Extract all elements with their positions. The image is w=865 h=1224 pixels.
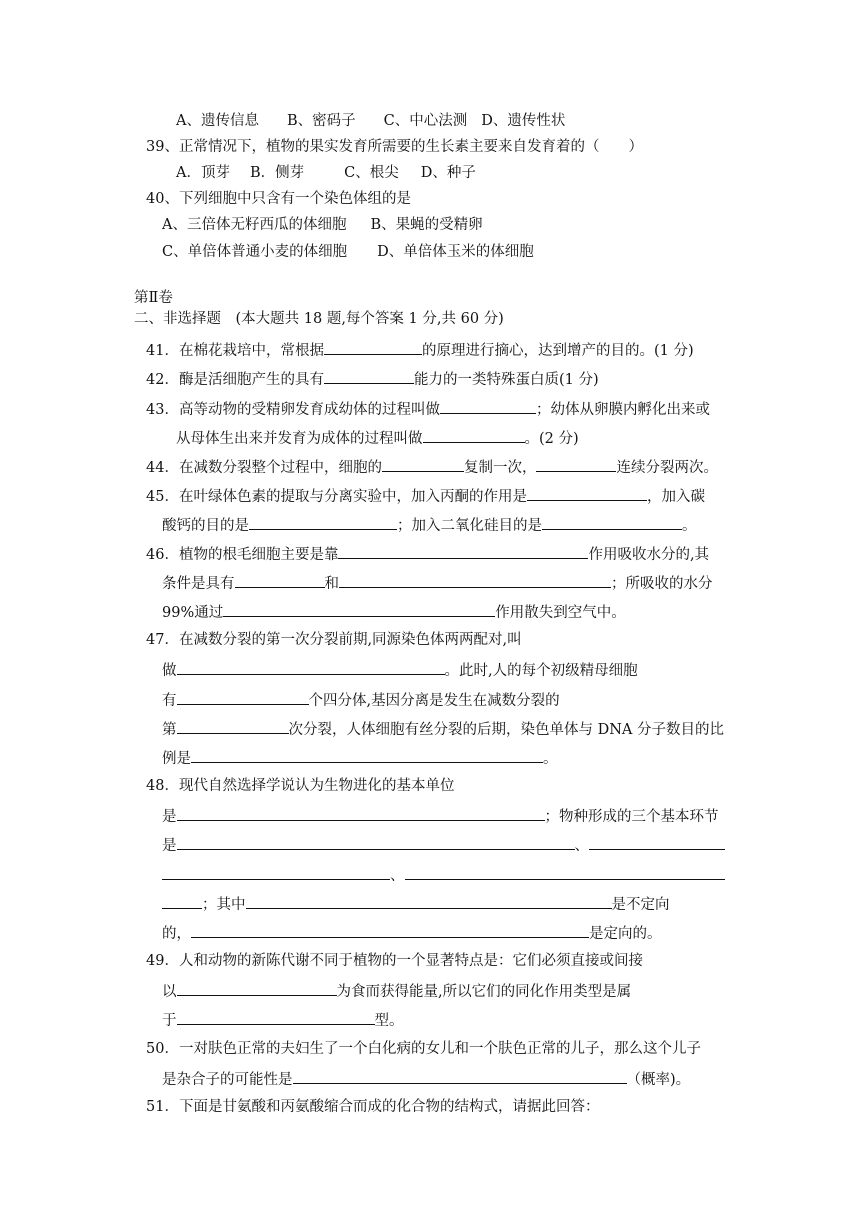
q47-line2: 做 。此时,人的每个初级精母细胞 (162, 659, 638, 681)
q48-blank-3[interactable] (589, 834, 725, 850)
q47-line4: 第 次分裂，人体细胞有丝分裂的后期，染色单体与 DNA 分子数目的比 (162, 718, 724, 740)
q50-blank[interactable] (293, 1068, 627, 1084)
q39-option-d: D、种子 (420, 165, 476, 181)
q44-blank-1[interactable] (382, 456, 464, 472)
q49-line3: 于 型。 (162, 1009, 404, 1031)
q39-option-c: C、根尖 (344, 165, 399, 181)
q38-option-a: A、遗传信息 (176, 113, 259, 129)
q46-blank-1[interactable] (338, 543, 588, 559)
q46-line3: 99%通过 作用散失到空气中。 (162, 601, 626, 623)
q48-line4: 、 (162, 864, 725, 886)
q48-line3: 是 、 (162, 834, 725, 856)
q48-line6: 的， 是定向的。 (162, 922, 662, 944)
q41: 41．在棉花栽培中，常根据 的原理进行摘心，达到增产的目的。(1 分) (146, 339, 694, 361)
q50-line2: 是杂合子的可能性是 （概率)。 (162, 1068, 690, 1090)
q46-line2: 条件是具有 和 ；所吸收的水分 (162, 572, 713, 594)
q40-options-row1 (162, 215, 483, 235)
q42-blank[interactable] (324, 368, 414, 384)
part2-title: 第Ⅱ卷 (134, 290, 173, 306)
q40-option-b: B、果蝇的受精卵 (370, 217, 483, 233)
q40-option-c: C、单倍体普通小麦的体细胞 (162, 244, 348, 260)
q41-blank[interactable] (324, 339, 422, 355)
q38-option-c: C、中心法测 (383, 113, 468, 129)
q46-line1: 46．植物的根毛细胞主要是靠 作用吸收水分的,其 (146, 543, 709, 565)
q49-line2: 以 为食而获得能量,所以它们的同化作用类型是属 (162, 980, 631, 1002)
q47-line1: 47．在减数分裂的第一次分裂前期,同源染色体两两配对,叫 (146, 632, 522, 648)
q39-options (176, 163, 476, 183)
q48-blank-6[interactable] (191, 922, 589, 938)
q48-blank-2[interactable] (177, 834, 575, 850)
q47-blank-3[interactable] (177, 718, 289, 734)
q49-line1: 49．人和动物的新陈代谢不同于植物的一个显著特点是：它们必须直接或间接 (146, 953, 643, 969)
q48-line5: ；其中 是不定向 (162, 893, 670, 915)
q40-option-d: D、单倍体玉米的体细胞 (377, 244, 534, 260)
q45-blank-1[interactable] (527, 485, 647, 501)
q46-blank-3[interactable] (339, 572, 611, 588)
q43-blank-1[interactable] (440, 398, 536, 414)
q39-stem: 39、正常情况下，植物的果实发育所需要的生长素主要来自发育着的（ ） (146, 139, 643, 155)
q43-line1: 43．高等动物的受精卵发育成幼体的过程叫做 ；幼体从卵膜内孵化出来或 (146, 398, 710, 420)
q40-options-row2 (162, 242, 534, 262)
q44-blank-2[interactable] (536, 456, 616, 472)
q49-blank-1[interactable] (177, 980, 337, 996)
q46-blank-2[interactable] (235, 572, 325, 588)
q47-blank-2[interactable] (177, 689, 309, 705)
q38-options (176, 111, 565, 131)
q40-option-a: A、三倍体无籽西瓜的体细胞 (162, 217, 347, 233)
q40-stem: 40、下列细胞中只含有一个染色体组的是 (146, 191, 411, 207)
q50-line1: 50．一对肤色正常的夫妇生了一个白化病的女儿和一个肤色正常的儿子，那么这个儿子 (146, 1041, 701, 1057)
q48-blank-5[interactable] (246, 893, 612, 909)
q48-blank-4[interactable] (405, 864, 725, 880)
part2-heading: 二、非选择题 (本大题共 18 题,每个答案 1 分,共 60 分) (134, 311, 504, 327)
q43-blank-2[interactable] (423, 427, 525, 443)
q38-option-d: D、遗传性状 (481, 113, 566, 129)
q48-blank-1[interactable] (177, 805, 545, 821)
q38-option-b: B、密码子 (286, 113, 356, 129)
q45-line1: 45．在叶绿体色素的提取与分离实验中，加入丙酮的作用是 ，加入碳 (146, 485, 705, 507)
q47-blank-1[interactable] (177, 659, 445, 675)
q39-option-a: A．顶芽 (176, 165, 230, 181)
q47-line5: 例是 。 (162, 747, 558, 769)
q43-line2: 从母体生出来并发育为成体的过程叫做 。(2 分) (176, 427, 579, 449)
q44: 44．在减数分裂整个过程中，细胞的 复制一次， 连续分裂两次。 (146, 456, 718, 478)
q48-line2: 是 ；物种形成的三个基本环节 (162, 805, 719, 827)
q48-blank-3b[interactable] (162, 864, 390, 880)
q49-blank-2[interactable] (177, 1009, 375, 1025)
q45-line2: 酸钙的目的是 ；加入二氧化硅目的是 。 (162, 514, 697, 536)
q47-line3: 有 个四分体,基因分离是发生在减数分裂的 (162, 689, 560, 711)
q42: 42．酶是活细胞产生的具有 能力的一类特殊蛋白质(1 分) (146, 368, 599, 390)
q39-option-b: B．侧芽 (249, 165, 305, 181)
q45-blank-3[interactable] (542, 514, 682, 530)
q46-blank-4[interactable] (223, 601, 495, 617)
q51-stem: 51．下面是甘氨酸和丙氨酸缩合而成的化合物的结构式，请据此回答： (146, 1099, 600, 1115)
q45-blank-2[interactable] (249, 514, 397, 530)
q47-blank-4[interactable] (191, 747, 543, 763)
q48-line1: 48．现代自然选择学说认为生物进化的基本单位 (146, 778, 455, 794)
q48-blank-4b[interactable] (162, 893, 202, 909)
